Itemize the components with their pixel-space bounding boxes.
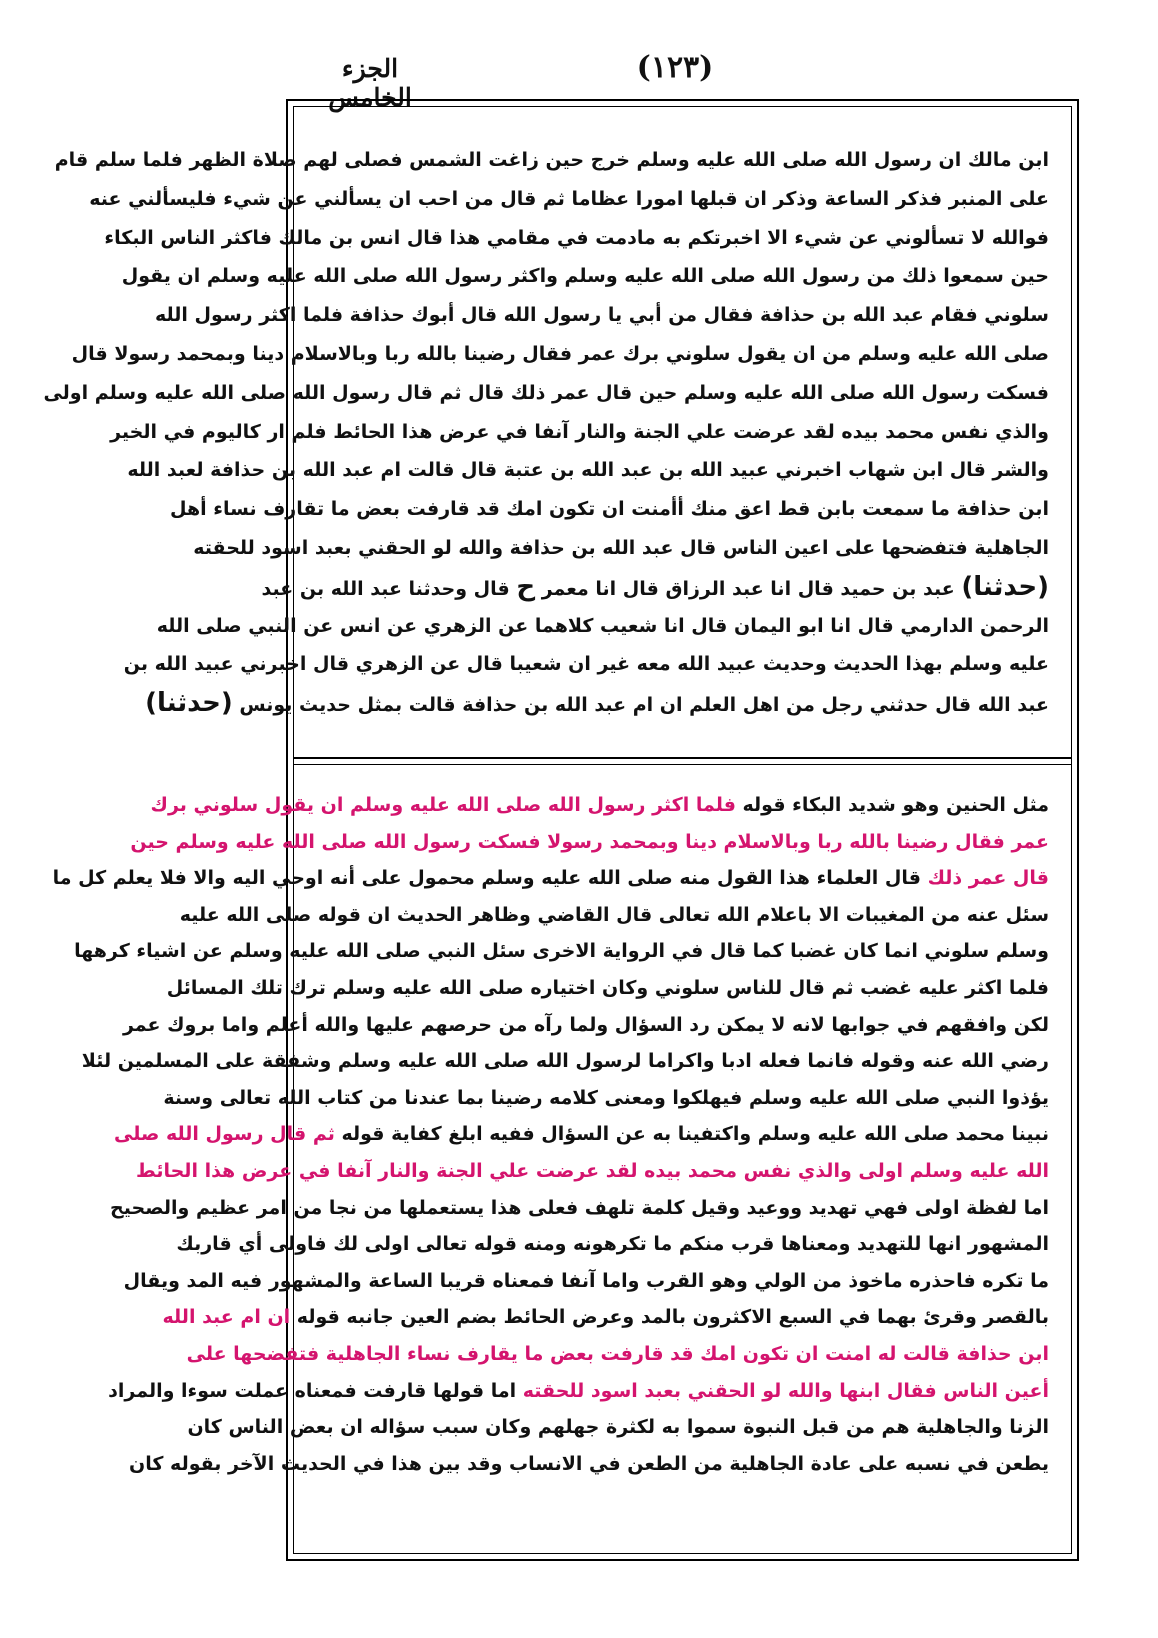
sharh-line bbox=[122, 1007, 1049, 1044]
highlighted-matn-quote: أعين الناس فقال ابنها والله لو الحقني بعبد اسود للحقته bbox=[522, 1379, 1049, 1402]
sharh-line bbox=[186, 1336, 1049, 1373]
sharh-line bbox=[108, 1373, 1049, 1410]
page-number: (١٢٣) bbox=[636, 50, 714, 85]
matn-line bbox=[261, 568, 1049, 607]
text-segment: على المنبر فذكر الساعة وذكر ان قبلها امورا عظاما ثم قال من احب ان يسألني عن شيء فليسألني عنه bbox=[89, 187, 1049, 210]
matn-line bbox=[156, 607, 1049, 646]
text-segment: ابن حذافة ما سمعت بابن قط اعق منك أأمنت ان تكون امك قد قارفت بعض ما تقارف نساء أهل bbox=[170, 498, 1049, 521]
highlighted-matn-quote: الله عليه وسلم اولى والذي نفس محمد بيده لقد عرضت علي الجنة والنار آنفا في عرض هذا الحائط bbox=[136, 1159, 1049, 1182]
text-segment: المشهور انها للتهديد ومعناها قرب منكم ما تكرهونه ومنه قوله تعالى اولى لك فاولى أي قاربك bbox=[176, 1233, 1049, 1256]
matn-line bbox=[121, 257, 1049, 296]
sharh-line bbox=[74, 933, 1049, 970]
hadith-keyword: (حدثنا) bbox=[145, 688, 233, 719]
text-segment: حين سمعوا ذلك من رسول الله صلى الله عليه وسلم واكثر رسول الله صلى الله عليه وسلم ان يقول bbox=[121, 265, 1049, 288]
hadith-keyword: (حدثنا) bbox=[961, 571, 1049, 602]
matn-line bbox=[127, 451, 1049, 490]
highlighted-matn-quote: ابن حذافة قالت له امنت ان تكون امك قد قارفت بعض ما يقارف نساء الجاهلية فتفضحها على bbox=[186, 1342, 1049, 1365]
text-segment: الزنا والجاهلية هم من قبل النبوة سموا به لكثرة جهلهم وكان سبب سؤاله ان بعض الناس كان bbox=[187, 1416, 1049, 1439]
highlighted-matn-quote: عمر فقال رضينا بالله ربا وبالاسلام دينا وبمحمد رسولا فسكت رسول الله صلى الله عليه وسلم حين bbox=[130, 830, 1049, 853]
text-segment: الرحمن الدارمي قال انا ابو اليمان قال انا شعيب كلاهما عن الزهري عن انس عن النبي صلى الله bbox=[156, 614, 1049, 637]
text-segment: بالقصر وقرئ بهما في السبع الاكثرون بالمد وعرض الحائط بضم العين جانبه قوله bbox=[290, 1306, 1049, 1329]
text-segment: رضي الله عنه وقوله فانما فعله ادبا واكراما لرسول الله صلى الله عليه وسلم وشفقة على المسلمين لئلا bbox=[81, 1050, 1049, 1073]
part-title: الجزء الخامس bbox=[328, 54, 412, 112]
matn-line bbox=[89, 180, 1049, 219]
matn-text-block bbox=[43, 141, 1049, 723]
text-segment: الجاهلية فتفضحها على اعين الناس قال عبد الله بن حذافة والله لو الحقني بعبد اسود للحقته bbox=[193, 536, 1049, 559]
text-segment: ابن مالك ان رسول الله صلى الله عليه وسلم خرج حين زاغت الشمس فصلى لهم صلاة الظهر فلما سلم قام bbox=[54, 149, 1049, 171]
sharh-line bbox=[176, 1226, 1049, 1263]
text-segment: فلما اكثر عليه غضب ثم قال للناس سلوني وكان اختياره صلى الله عليه وسلم ترك تلك المسائل bbox=[166, 976, 1049, 999]
matn-line bbox=[123, 645, 1049, 684]
matn-line bbox=[145, 684, 1049, 723]
matn-line bbox=[170, 490, 1049, 529]
sharh-commentary-block bbox=[52, 787, 1049, 1482]
text-segment: يؤذوا النبي صلى الله عليه وسلم فيهلكوا ومعنى كلامه رضينا بما عندنا من كتاب الله تعالى وسنة bbox=[163, 1086, 1049, 1109]
highlighted-matn-quote: ثم قال رسول الله صلى bbox=[114, 1123, 335, 1146]
sharh-line bbox=[110, 1190, 1049, 1227]
sharh-line bbox=[114, 1116, 1049, 1153]
text-segment: لكن وافقهم في جوابها لانه لا يمكن رد السؤال ولما رآه من حرصهم عليها والله أعلم واما بروك عمر bbox=[122, 1013, 1049, 1036]
sharh-line bbox=[136, 1153, 1049, 1190]
page-header bbox=[0, 46, 1158, 112]
sharh-line bbox=[166, 970, 1049, 1007]
text-segment: يطعن في نسبه على عادة الجاهلية من الطعن في الانساب وقد بين هذا في الحديث الآخر بقوله كان bbox=[129, 1452, 1049, 1475]
text-segment: صلى الله عليه وسلم من ان يقول سلوني برك عمر فقال رضينا بالله ربا وبالاسلام دينا وبمحمد رسولا قال bbox=[71, 342, 1049, 365]
sharh-line bbox=[162, 1299, 1049, 1336]
text-segment: والذي نفس محمد بيده لقد عرضت علي الجنة والنار آنفا في عرض هذا الحائط فلم ار كاليوم في الخير bbox=[110, 420, 1049, 443]
matn-line bbox=[54, 141, 1049, 180]
highlighted-matn-quote: قال عمر ذلك bbox=[927, 867, 1049, 890]
sharh-line bbox=[123, 1263, 1049, 1300]
matn-line bbox=[71, 335, 1049, 374]
hadith-keyword: ح bbox=[516, 571, 536, 602]
text-segment: والشر قال ابن شهاب اخبرني عبيد الله بن عبد الله بن عتبة قال قالت ام عبد الله بن حذافة لعبد الله bbox=[127, 459, 1049, 482]
page-frame bbox=[43, 99, 1079, 1561]
section-divider bbox=[294, 757, 1071, 759]
sharh-line bbox=[150, 787, 1049, 824]
sharh-line bbox=[130, 824, 1049, 861]
sharh-line bbox=[179, 897, 1049, 934]
text-segment: فسكت رسول الله صلى الله عليه وسلم حين قال عمر ذلك قال ثم قال رسول الله صلى الله عليه وسلم اولى bbox=[43, 381, 1049, 404]
sharh-line bbox=[163, 1080, 1049, 1117]
matn-line bbox=[110, 413, 1049, 452]
sharh-line bbox=[52, 860, 1049, 897]
matn-line bbox=[43, 374, 1049, 413]
matn-line bbox=[193, 529, 1049, 568]
text-segment: سئل عنه من المغيبات الا باعلام الله تعالى قال القاضي وظاهر الحديث ان قوله صلى الله عليه bbox=[179, 903, 1049, 926]
text-segment: اما قولها قارفت فمعناه عملت سوءا والمراد bbox=[108, 1379, 523, 1402]
text-segment: فوالله لا تسألوني عن شيء الا اخبرتكم به مادمت في مقامي هذا قال انس بن مالك فاكثر الناس البكاء bbox=[104, 226, 1049, 249]
sharh-line bbox=[81, 1043, 1049, 1080]
text-segment: عبد بن حميد قال انا عبد الرزاق قال انا معمر bbox=[535, 577, 962, 600]
text-segment: ما تكره فاحذره ماخوذ من الولي وهو القرب واما آنفا فمعناه قريبا الساعة والمشهور فيه المد ويقال bbox=[123, 1269, 1049, 1292]
matn-line bbox=[155, 296, 1049, 335]
text-segment: سلوني فقام عبد الله بن حذافة فقال من أبي يا رسول الله قال أبوك حذافة فلما اكثر رسول الله bbox=[155, 304, 1049, 327]
text-segment: عليه وسلم بهذا الحديث وحديث عبيد الله معه غير ان شعيبا قال عن الزهري قال اخبرني عبيد الله بن bbox=[123, 653, 1049, 676]
inner-frame bbox=[43, 106, 1072, 1554]
text-segment: عبد الله قال حدثني رجل من اهل العلم ان ام عبد الله بن حذافة قالت بمثل حديث يونس bbox=[232, 694, 1049, 717]
matn-line bbox=[104, 219, 1049, 258]
sharh-line bbox=[187, 1409, 1049, 1446]
text-segment: قال وحدثنا عبد الله بن عبد bbox=[261, 577, 517, 600]
sharh-line bbox=[129, 1446, 1049, 1483]
highlighted-matn-quote: فلما اكثر رسول الله صلى الله عليه وسلم ان يقول سلوني برك bbox=[150, 794, 736, 816]
text-segment: وسلم سلوني انما كان غضبا كما قال في الرواية الاخرى سئل النبي صلى الله عليه وسلم عن اشياء كرهها bbox=[74, 940, 1049, 963]
text-segment: نبينا محمد صلى الله عليه وسلم واكتفينا به عن السؤال ففيه ابلغ كفاية قوله bbox=[334, 1123, 1049, 1146]
highlighted-matn-quote: ان ام عبد الله bbox=[162, 1306, 291, 1329]
section-divider-inner bbox=[294, 764, 1071, 765]
text-segment: مثل الحنين وهو شديد البكاء قوله bbox=[735, 794, 1049, 816]
text-segment: اما لفظة اولى فهي تهديد ووعيد وقيل كلمة تلهف فعلى هذا يستعملها من نجا من امر عظيم والصحيح bbox=[110, 1196, 1049, 1219]
text-segment: قال العلماء هذا القول منه صلى الله عليه وسلم محمول على أنه اوحي اليه والا فلا يعلم كل ما bbox=[52, 867, 928, 890]
